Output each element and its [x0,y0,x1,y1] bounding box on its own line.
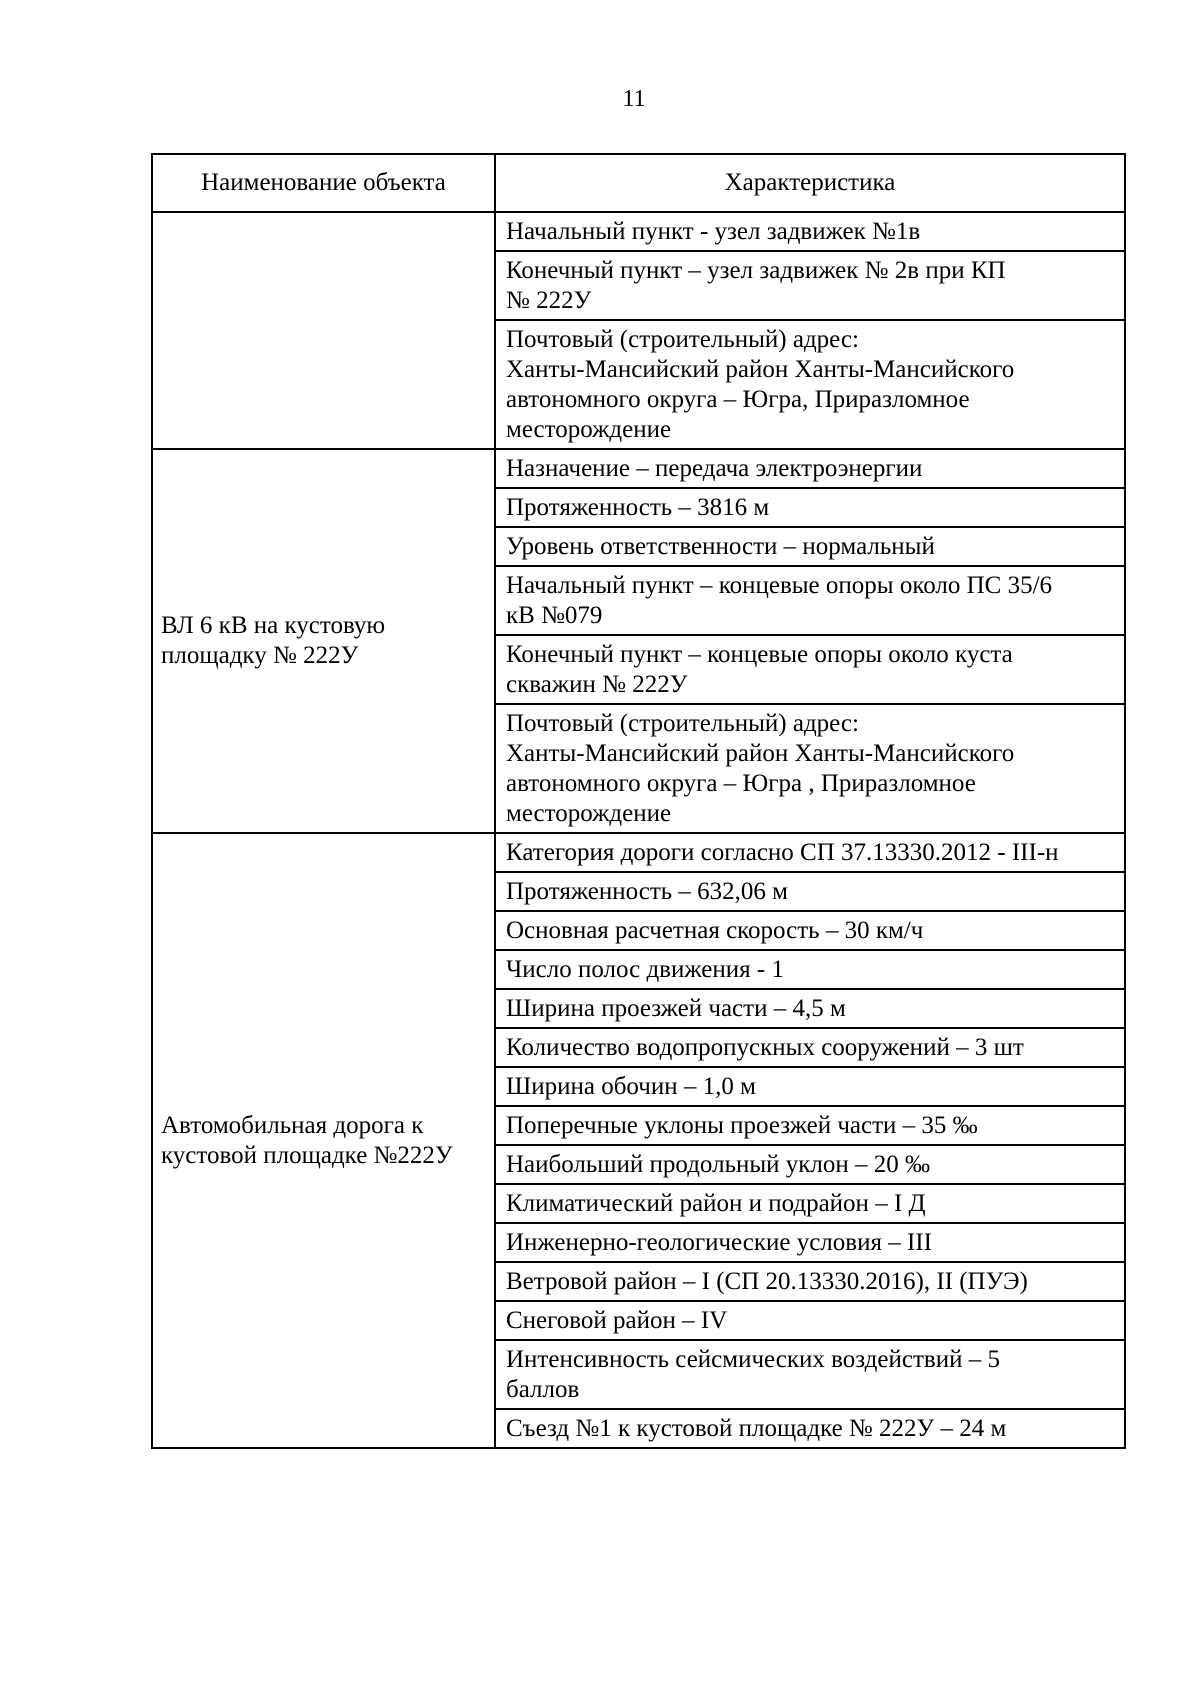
characteristic-line: Съезд №1 к кустовой площадке № 222У – 24 м [506,1415,1007,1442]
characteristic-cell [495,1145,1125,1184]
characteristic-cell [495,704,1125,833]
characteristic-cell [495,1028,1125,1067]
characteristic-cell [495,1106,1125,1145]
header-object-name: Наименование объекта [152,154,495,212]
characteristic-cell [495,212,1125,251]
characteristics-table [151,153,1126,1449]
characteristic-line: Основная расчетная скорость – 30 км/ч [506,917,924,944]
characteristic-line: Протяженность – 632,06 м [506,878,788,905]
page-number: 11 [622,86,646,112]
characteristic-cell [495,1301,1125,1340]
object-name-line: площадку № 222У [161,642,359,669]
table-header-row [152,154,1125,212]
characteristic-line: Инженерно-геологические условия – III [506,1229,932,1256]
characteristic-line: автономного округа – Югра, Приразломное [506,386,970,413]
object-name-line: ВЛ 6 кВ на кустовую [161,612,386,639]
characteristic-line: Протяженность – 3816 м [506,494,770,521]
characteristic-cell [495,1184,1125,1223]
characteristic-cell [495,320,1125,449]
characteristic-line: Категория дороги согласно СП 37.13330.2012 - III-н [506,839,1059,866]
characteristic-cell [495,872,1125,911]
characteristic-line: месторождение [506,416,672,443]
characteristic-line: Количество водопропускных сооружений – 3 шт [506,1034,1024,1061]
characteristic-line: Число полос движения - 1 [506,956,784,983]
object-name-cell [152,449,495,833]
characteristic-line: Начальный пункт – концевые опоры около ПС 35/6 [506,572,1053,599]
table-row [152,212,1125,251]
object-name-line: кустовой площадке №222У [161,1141,453,1169]
characteristic-line: месторождение [506,800,672,827]
characteristic-cell [495,1223,1125,1262]
characteristic-cell [495,449,1125,488]
characteristic-line: баллов [506,1376,580,1403]
characteristic-cell [495,989,1125,1028]
table-row [152,833,1125,872]
characteristic-line: Почтовый (строительный) адрес: [506,326,859,353]
characteristic-line: Назначение – передача электроэнергии [506,455,923,482]
characteristic-cell [495,251,1125,320]
table-body [152,212,1125,1448]
characteristic-cell [495,527,1125,566]
characteristic-line: Поперечные уклоны проезжей части – 35 ‰ [506,1112,978,1139]
characteristic-cell [495,950,1125,989]
characteristic-cell [495,635,1125,704]
object-name-line: Автомобильная дорога к [161,1111,424,1139]
characteristic-cell [495,911,1125,950]
characteristic-line: Наибольший продольный уклон – 20 ‰ [506,1151,931,1178]
characteristic-line: Ханты-Мансийский район Ханты-Мансийского [506,740,1015,767]
characteristic-line: Интенсивность сейсмических воздействий – 5 [506,1346,1000,1373]
characteristic-line: Ханты-Мансийский район Ханты-Мансийского [506,356,1015,383]
table-row [152,449,1125,488]
characteristic-line: Снеговой район – IV [506,1307,728,1334]
characteristic-line: Ветровой район – I (СП 20.13330.2016), II (ПУЭ) [506,1268,1028,1295]
characteristic-line: № 222У [506,287,592,314]
characteristic-cell [495,833,1125,872]
characteristic-cell [495,1067,1125,1106]
characteristic-line: Конечный пункт – узел задвижек № 2в при КП [506,257,1006,284]
characteristic-line: Климатический район и подрайон – I Д [506,1190,926,1217]
characteristic-cell [495,1340,1125,1409]
characteristic-line: Ширина обочин – 1,0 м [506,1073,756,1100]
characteristic-cell [495,566,1125,635]
characteristic-line: скважин № 222У [506,671,688,698]
header-characteristic: Характеристика [495,154,1125,212]
characteristic-cell [495,488,1125,527]
object-name-cell [152,833,495,1448]
characteristic-line: Почтовый (строительный) адрес: [506,710,859,737]
characteristic-line: автономного округа – Югра , Приразломное [506,770,976,797]
characteristic-line: Конечный пункт – концевые опоры около куста [506,641,1013,668]
object-name-cell [152,212,495,449]
characteristic-cell [495,1262,1125,1301]
characteristic-line: кВ №079 [506,602,603,629]
characteristic-line: Ширина проезжей части – 4,5 м [506,995,846,1022]
characteristic-line: Начальный пункт - узел задвижек №1в [506,218,921,245]
characteristic-cell [495,1409,1125,1448]
characteristic-line: Уровень ответственности – нормальный [506,533,935,560]
